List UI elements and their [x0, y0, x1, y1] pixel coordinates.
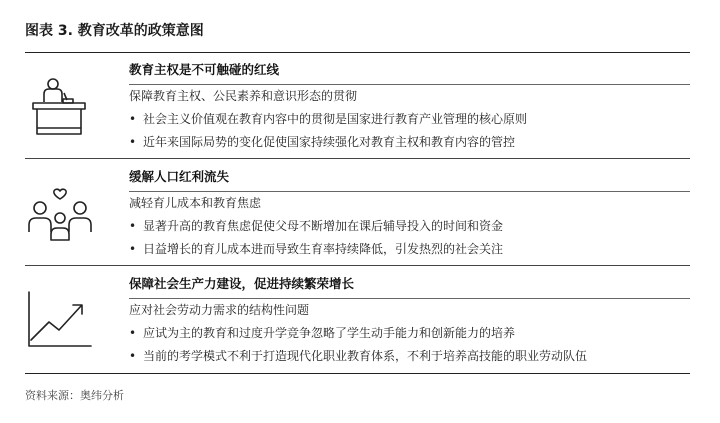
section-heading: 保障社会生产力建设，促进持续繁荣增长	[129, 274, 690, 299]
bullet-item: • 当前的考学模式不利于打造现代化职业教育体系，不利于培养高技能的职业劳动队伍	[129, 349, 588, 363]
bullet-item: • 社会主义价值观在教育内容中的贯彻是国家进行教育产业管理的核心原则	[129, 112, 528, 126]
bullet-item: • 应试为主的教育和过度升学竞争忽略了学生动手能力和创新能力的培养	[129, 326, 516, 340]
bullet-text: 应试为主的教育和过度升学竞争忽略了学生动手能力和创新能力的培养	[143, 326, 516, 340]
section-demographic	[25, 159, 690, 266]
section-productivity	[25, 266, 690, 373]
section-subheading: 减轻育儿成本和教育焦虑	[129, 196, 262, 210]
section-subheading: 应对社会劳动力需求的结构性问题	[129, 303, 310, 317]
figure-title: 图表 3. 教育改革的政策意图	[25, 23, 204, 39]
bullet-text: 日益增长的育儿成本进而导致生育率持续降低，引发热烈的社会关注	[143, 242, 504, 256]
section-heading: 教育主权是不可触碰的红线	[129, 60, 690, 85]
bullet-text: 当前的考学模式不利于打造现代化职业教育体系，不利于培养高技能的职业劳动队伍	[143, 349, 588, 363]
bullet-item: • 日益增长的育儿成本进而导致生育率持续降低，引发热烈的社会关注	[129, 242, 504, 256]
bullet-item: • 近年来国际局势的变化促使国家持续强化对教育主权和教育内容的管控	[129, 135, 516, 149]
section-subheading: 保障教育主权、公民素养和意识形态的贯彻	[129, 89, 358, 103]
bullet-text: 显著升高的教育焦虑促使父母不断增加在课后辅导投入的时间和资金	[143, 219, 504, 233]
bullet-text: 近年来国际局势的变化促使国家持续强化对教育主权和教育内容的管控	[143, 135, 516, 149]
bullet-text: 社会主义价值观在教育内容中的贯彻是国家进行教育产业管理的核心原则	[143, 112, 528, 126]
bottom-rule	[25, 373, 690, 374]
podium-icon	[25, 70, 95, 140]
family-icon	[25, 177, 95, 247]
section-heading: 缓解人口红利流失	[129, 167, 690, 192]
source-note: 资料来源：奥纬分析	[25, 389, 124, 402]
bullet-item: • 显著升高的教育焦虑促使父母不断增加在课后辅导投入的时间和资金	[129, 219, 504, 233]
section-sovereignty	[25, 52, 690, 159]
growth-chart-icon	[25, 284, 95, 354]
